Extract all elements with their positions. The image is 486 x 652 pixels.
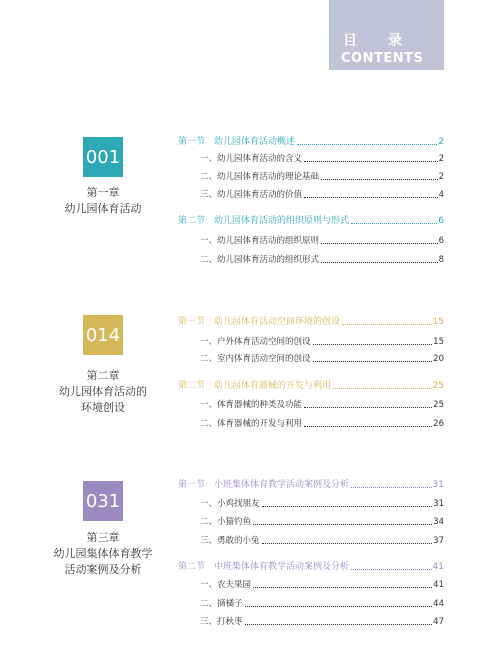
toc-page-number: 41 [433, 580, 444, 590]
toc-page-number: 8 [438, 255, 444, 265]
toc-page-number: 4 [438, 190, 444, 200]
toc-page-number: 6 [438, 236, 444, 246]
toc-item[interactable] [200, 353, 444, 365]
toc-section[interactable] [178, 316, 444, 328]
contents-header [329, 0, 444, 70]
toc-item[interactable] [200, 235, 444, 247]
toc-item[interactable] [200, 498, 444, 510]
chapter-title[interactable] [40, 530, 166, 578]
dot-leader [253, 587, 432, 588]
toc-item[interactable] [200, 254, 444, 266]
dot-leader [304, 426, 432, 427]
toc-item[interactable] [200, 336, 444, 348]
dot-leader [297, 144, 437, 145]
dot-leader [321, 262, 438, 263]
toc-section-title: 第一节 小班集体体育教学活动案例及分析 [178, 480, 350, 490]
chapter-title[interactable] [40, 185, 166, 217]
toc-item-title: 一、小鸡找朋友 [200, 499, 260, 509]
toc-page-number: 34 [433, 517, 444, 527]
toc-item-title: 一、体育器械的种类及功能 [200, 400, 303, 410]
toc-page-number: 41 [432, 562, 444, 572]
toc-page-number: 26 [433, 419, 444, 429]
toc-page-number: 47 [433, 617, 444, 627]
toc-item[interactable] [200, 535, 444, 547]
toc-item-title: 二、体育器械的开发与利用 [200, 419, 303, 429]
toc-item[interactable] [200, 418, 444, 430]
toc-item-title: 二、幼儿园体育活动的组织形式 [200, 255, 320, 265]
chapter-title-line: 幼儿园体育活动的 [59, 385, 147, 398]
toc-item-title: 三、勇敢的小兔 [200, 536, 260, 546]
dot-leader [321, 179, 438, 180]
chapter-title-line: 第一章 [86, 186, 120, 199]
dot-leader [262, 506, 433, 507]
dot-leader [304, 407, 432, 408]
chapter-title-line: 活动案例及分析 [64, 563, 142, 576]
toc-page-number: 15 [432, 317, 444, 327]
toc-page-number: 20 [433, 354, 444, 364]
toc-item-title: 一、农夫果园 [200, 580, 252, 590]
chapter-number-box [83, 481, 123, 521]
toc-section-title: 第二节 中班集体体育教学活动案例及分析 [178, 562, 350, 572]
dot-leader [253, 524, 432, 525]
toc-page-number: 15 [433, 337, 444, 347]
toc-item[interactable] [200, 399, 444, 411]
chapter-title-line: 第三章 [86, 531, 120, 544]
chapter-number: 014 [85, 324, 121, 346]
chapter-number: 031 [85, 490, 121, 512]
dot-leader [351, 487, 432, 488]
chapter-title-line: 幼儿园体育活动 [64, 202, 142, 215]
toc-page-number: 6 [438, 216, 444, 226]
toc-section-title: 第二节 幼儿园体育器械的开发与利用 [178, 381, 332, 391]
chapter-title-line: 第二章 [86, 369, 120, 382]
toc-item-title: 三、幼儿园体育活动的价值 [200, 190, 303, 200]
toc-item[interactable] [200, 153, 444, 165]
dot-leader [245, 606, 433, 607]
toc-section[interactable] [178, 136, 444, 148]
chapter-number: 001 [85, 146, 121, 168]
toc-item-title: 三、打秋枣 [200, 617, 243, 627]
toc-section-title: 第一节 幼儿园体育活动概述 [178, 137, 296, 147]
toc-page-number: 31 [432, 480, 444, 490]
toc-item-title: 二、摘橘子 [200, 599, 243, 609]
chapter-title-line: 环境创设 [81, 401, 125, 414]
toc-item-title: 一、幼儿园体育活动的含义 [200, 154, 303, 164]
toc-page-number: 31 [433, 499, 444, 509]
toc-item[interactable] [200, 516, 444, 528]
chapter-title[interactable] [40, 368, 166, 416]
chapter-title-line: 幼儿园集体体育教学 [53, 547, 153, 560]
chapter-number-box [83, 137, 123, 177]
toc-page-number: 44 [433, 599, 444, 609]
toc-section[interactable] [178, 479, 444, 491]
dot-leader [342, 324, 432, 325]
toc-item-title: 一、幼儿园体育活动的组织原则 [200, 236, 320, 246]
toc-page-number: 25 [432, 381, 444, 391]
dot-leader [304, 161, 438, 162]
dot-leader [333, 388, 432, 389]
toc-page-number: 2 [438, 154, 444, 164]
toc-page-number: 2 [438, 137, 444, 147]
toc-item-title: 二、幼儿园体育活动的理论基础 [200, 172, 320, 182]
toc-item[interactable] [200, 616, 444, 628]
dot-leader [313, 361, 433, 362]
dot-leader [321, 243, 438, 244]
toc-page-number: 2 [438, 172, 444, 182]
toc-item-title: 一、户外体育活动空间的创设 [200, 337, 311, 347]
toc-section[interactable] [178, 215, 444, 227]
toc-section[interactable] [178, 380, 444, 392]
dot-leader [304, 197, 438, 198]
dot-leader [351, 569, 432, 570]
contents-title-cn: 目 录 [343, 33, 415, 49]
toc-item[interactable] [200, 598, 444, 610]
toc-page-number: 25 [433, 400, 444, 410]
toc-section[interactable] [178, 561, 444, 573]
toc-item[interactable] [200, 189, 444, 201]
dot-leader [313, 344, 433, 345]
toc-section-title: 第二节 幼儿园体育活动的组织原则与形式 [178, 216, 350, 226]
dot-leader [262, 543, 433, 544]
toc-section-title: 第一节 幼儿园体育活动空间环境的创设 [178, 317, 341, 327]
dot-leader [351, 223, 437, 224]
toc-item-title: 二、室内体育活动空间的创设 [200, 354, 311, 364]
dot-leader [245, 624, 433, 625]
toc-page-number: 37 [433, 536, 444, 546]
toc-item[interactable] [200, 171, 444, 183]
toc-item-title: 二、小猫钓鱼 [200, 517, 252, 527]
contents-title-en: CONTENTS [341, 51, 424, 66]
toc-item[interactable] [200, 579, 444, 591]
chapter-number-box [83, 315, 123, 355]
